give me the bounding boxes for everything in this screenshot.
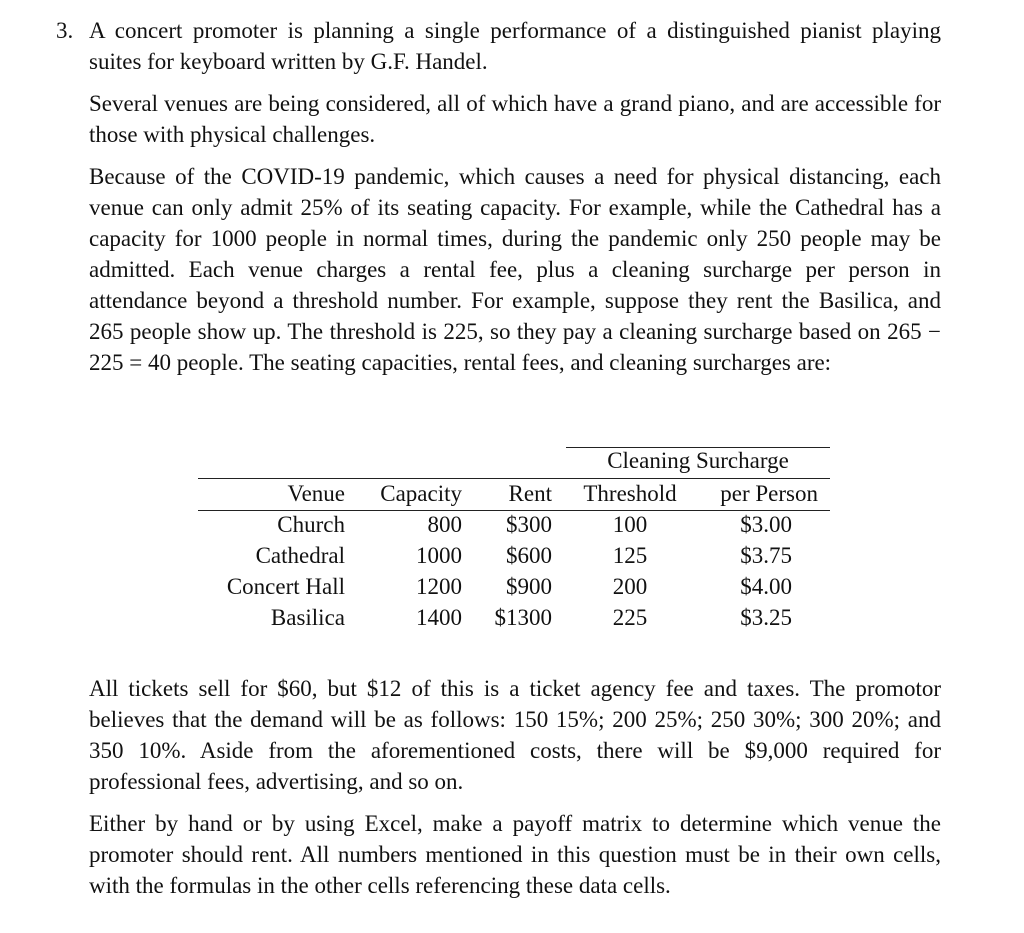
intro-paragraph: A concert promoter is planning a single performance of a distinguished pianist playing suites for keyboard written by G.F. Handel. xyxy=(89,18,941,74)
table-row-per-person: $4.00 xyxy=(740,574,792,599)
table-row-per-person: $3.25 xyxy=(740,605,792,630)
header-venue: Venue xyxy=(287,481,345,506)
table-row-rent: $1300 xyxy=(494,605,552,630)
header-threshold: Threshold xyxy=(583,481,677,506)
table-row-threshold: 225 xyxy=(612,605,648,630)
question-number: 3. xyxy=(56,18,74,43)
table-row-venue: Cathedral xyxy=(255,543,345,568)
tickets-paragraph: All tickets sell for $60, but $12 of this is a ticket agency fee and taxes. The promotor believes that the demand will be as follows: 150 15%; 200 25%; 250 30%; 300 20%; and 350 10%. Aside from the aforementioned costs, there will be $9,000 required for professional fees, advertising, and so on. xyxy=(89,676,941,794)
instructions-paragraph: Either by hand or by using Excel, make a payoff matrix to determine which venue the promoter should rent. All numbers mentioned in this question must be in their own cells, with the formulas in the other cells referencing these data cells. xyxy=(89,811,941,898)
table-row-venue: Concert Hall xyxy=(226,574,345,599)
group-header-cleaning-surcharge: Cleaning Surcharge xyxy=(607,448,789,473)
venues-paragraph: Several venues are being considered, all of which have a grand piano, and are accessible for those with physical challenges. xyxy=(89,91,941,147)
table-row-rent: $600 xyxy=(506,543,552,568)
header-per-person: per Person xyxy=(720,481,818,506)
header-capacity: Capacity xyxy=(380,481,462,506)
covid-paragraph: Because of the COVID-19 pandemic, which causes a need for physical distancing, each venue can only admit 25% of its seating capacity. For example, while the Cathedral has a capacity for 1000 people in normal times, during the pandemic only 250 people may be admitted. Each venue charges a rental fee, plus a cleaning surcharge per person in attendance beyond a threshold number. For example, suppose they rent the Basilica, and 265 people show up. The threshold is 225, so they pay a cleaning surcharge based on 265 − 225 = 40 people. The seating capacities, rental fees, and cleaning surcharges are: xyxy=(89,164,941,375)
table-row-capacity: 1200 xyxy=(416,574,462,599)
table-row-capacity: 1400 xyxy=(416,605,462,630)
table-row-venue: Church xyxy=(277,512,345,537)
table-row-capacity: 1000 xyxy=(416,543,462,568)
table-row-rent: $900 xyxy=(506,574,552,599)
table-row-venue: Basilica xyxy=(270,605,345,630)
table-row-rent: $300 xyxy=(506,512,552,537)
header-rent: Rent xyxy=(508,481,552,506)
table-row-threshold: 200 xyxy=(612,574,648,599)
table-row-per-person: $3.00 xyxy=(740,512,792,537)
table-row-capacity: 800 xyxy=(427,512,462,537)
table-row-threshold: 100 xyxy=(612,512,648,537)
table-row-per-person: $3.75 xyxy=(740,543,792,568)
table-row-threshold: 125 xyxy=(612,543,648,568)
table-top-rule xyxy=(198,478,830,479)
